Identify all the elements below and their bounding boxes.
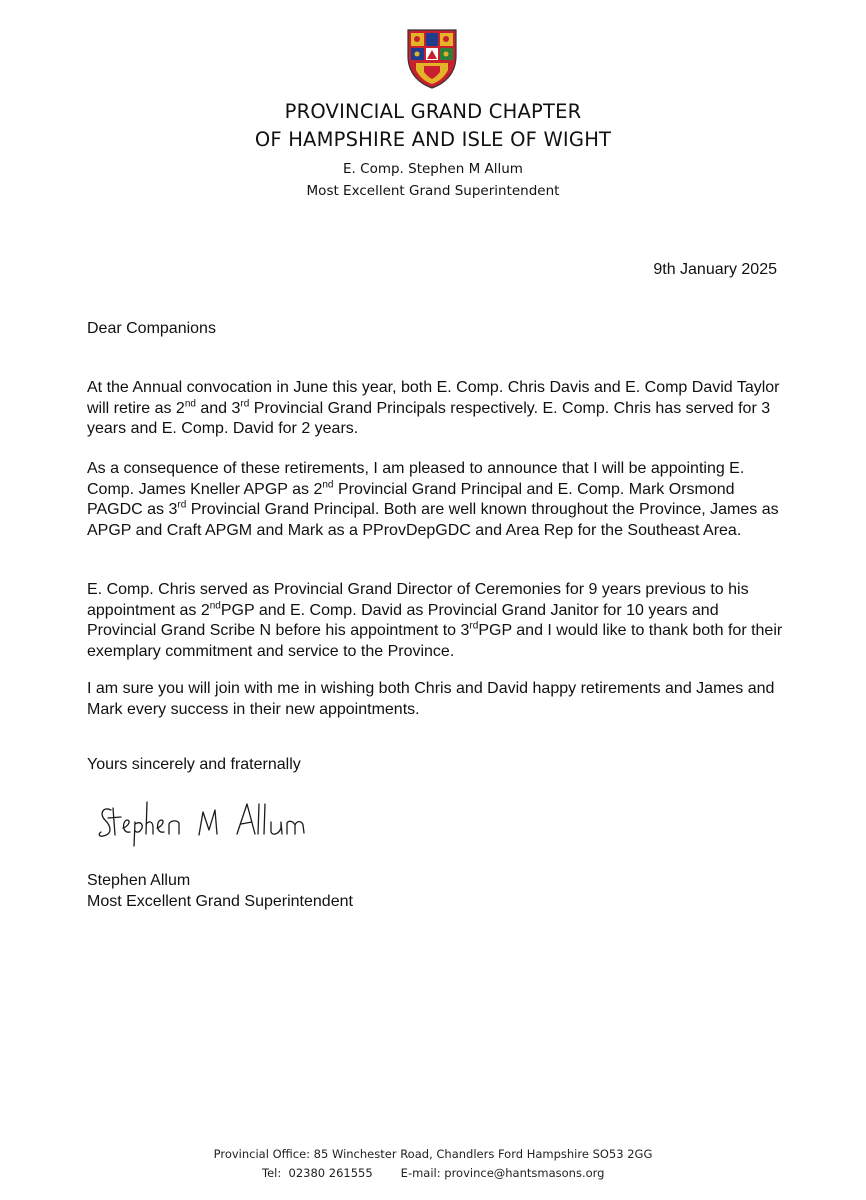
email-link[interactable]: province@hantsmasons.org [444, 1166, 605, 1180]
paragraph-service-history: E. Comp. Chris served as Provincial Grand Director of Ceremonies for 9 years previous to his appointment as 2ndPGP and E. Comp. David as Provincial Grand Janitor for 10 years and Provincial Grand Scribe N before his appointment to 3rdPGP and I would like to thank both for their exemplary commitment and service to the Province. [87, 581, 783, 660]
letterhead-title-line1: PROVINCIAL GRAND CHAPTER [284, 100, 582, 123]
paragraph-good-wishes: I am sure you will join with me in wishing both Chris and David happy retirements and James and Mark every success in their new appointments. [87, 680, 775, 718]
closing: Yours sincerely and fraternally [87, 756, 301, 773]
salutation: Dear Companions [87, 320, 216, 337]
tel-number[interactable]: 02380 261555 [288, 1166, 373, 1180]
handwritten-signature [95, 790, 325, 850]
signer-title: Most Excellent Grand Superintendent [87, 892, 353, 910]
paragraph-appointments: As a consequence of these retirements, I am pleased to announce that I will be appointing E. Comp. James Kneller APGP as 2nd Provincial Grand Principal and E. Comp. Mark Orsmond PAGDC as 3rd Provincial Grand Principal. Both are well known throughout the Province, James as APGP and Craft APGM and Mark as a PProvDepGDC and Area Rep for the Southeast Area. [87, 460, 779, 539]
email-label: E-mail: [400, 1166, 441, 1180]
tel-label: Tel: [262, 1166, 282, 1180]
paragraph-retirements: At the Annual convocation in June this year, both E. Comp. Chris Davis and E. Comp David Taylor will retire as 2nd and 3rd Provincial Grand Principals respectively. E. Comp. Chris has served for 3 years and E. Comp. David for 2 years. [87, 379, 780, 437]
letterhead-role: Most Excellent Grand Superintendent [306, 183, 560, 199]
signer-name: Stephen Allum [87, 872, 191, 889]
letter-date: 9th January 2025 [653, 261, 777, 278]
footer-address: Provincial Office: 85 Winchester Road, Chandlers Ford Hampshire SO53 2GG [213, 1147, 653, 1161]
letterhead-title-line2: OF HAMPSHIRE AND ISLE OF WIGHT [254, 128, 612, 151]
signer-block [87, 871, 353, 912]
letterhead-name: E. Comp. Stephen M Allum [343, 161, 523, 177]
footer-contact [262, 1166, 604, 1180]
heraldic-shield-icon [404, 26, 460, 90]
signature-text: Stephen M Allum [95, 848, 103, 849]
